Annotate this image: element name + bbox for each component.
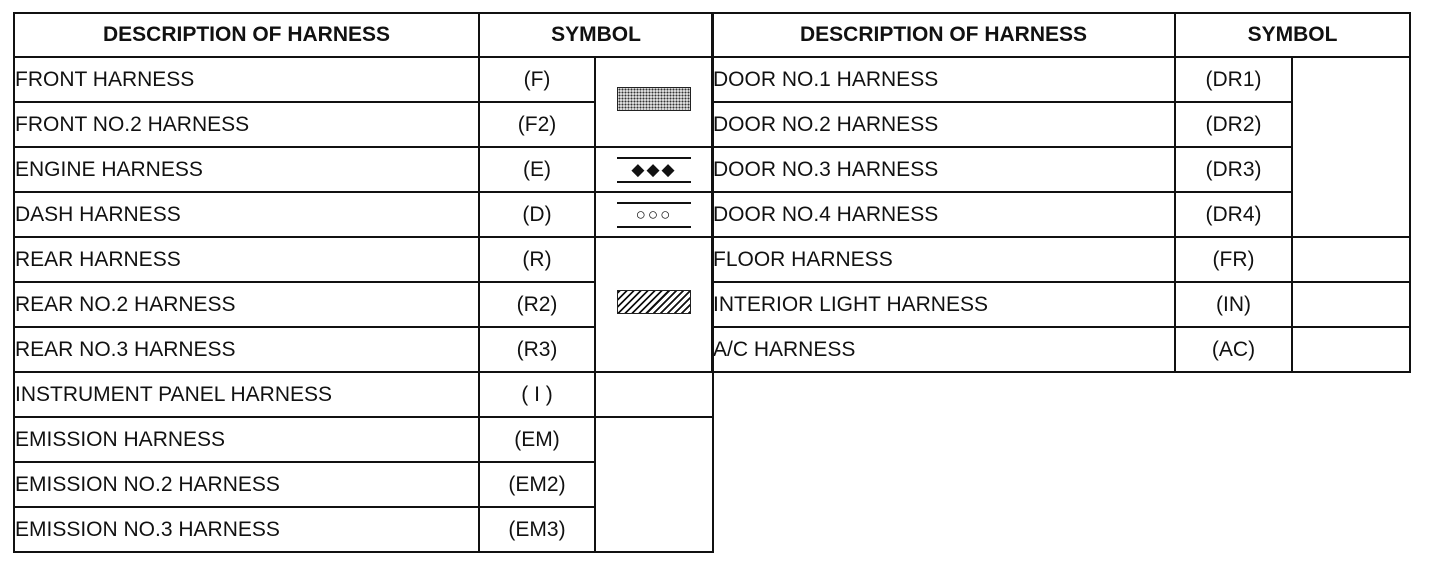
harness-code: ( I ) <box>479 372 595 417</box>
description-header: DESCRIPTION OF HARNESS <box>14 13 479 57</box>
harness-code: (DR2) <box>1175 102 1292 147</box>
harness-code: (EM2) <box>479 462 595 507</box>
header-row <box>14 13 713 57</box>
harness-description: EMISSION NO.3 HARNESS <box>14 507 479 552</box>
harness-description: A/C HARNESS <box>712 327 1175 372</box>
harness-description: EMISSION HARNESS <box>14 417 479 462</box>
hatch-icon <box>617 290 691 314</box>
description-header: DESCRIPTION OF HARNESS <box>712 13 1175 57</box>
right-harness-table <box>711 12 1411 373</box>
harness-description: FRONT HARNESS <box>14 57 479 102</box>
empty-symbol-cell <box>1292 237 1410 282</box>
rear-symbol-cell <box>595 237 713 372</box>
harness-description: FLOOR HARNESS <box>712 237 1175 282</box>
empty-symbol-cell <box>595 417 713 552</box>
harness-code: (EM3) <box>479 507 595 552</box>
symbol-header: SYMBOL <box>479 13 713 57</box>
harness-description: INTERIOR LIGHT HARNESS <box>712 282 1175 327</box>
harness-code: (R3) <box>479 327 595 372</box>
header-row <box>712 13 1410 57</box>
harness-code: (E) <box>479 147 595 192</box>
empty-symbol-cell <box>595 372 713 417</box>
table-row <box>14 147 713 192</box>
dash-symbol-cell <box>595 192 713 237</box>
empty-symbol-cell <box>1292 57 1410 237</box>
table-row <box>14 372 713 417</box>
harness-code: (F) <box>479 57 595 102</box>
harness-code: (DR1) <box>1175 57 1292 102</box>
empty-symbol-cell <box>1292 327 1410 372</box>
circle-line-icon: ○○○ <box>617 202 691 228</box>
table-row <box>712 282 1410 327</box>
symbol-header: SYMBOL <box>1175 13 1410 57</box>
harness-code: (DR3) <box>1175 147 1292 192</box>
harness-code: (D) <box>479 192 595 237</box>
table-row <box>14 417 713 462</box>
harness-description: ENGINE HARNESS <box>14 147 479 192</box>
harness-code: (R) <box>479 237 595 282</box>
table-row <box>712 237 1410 282</box>
harness-description: REAR HARNESS <box>14 237 479 282</box>
engine-symbol-cell <box>595 147 713 192</box>
harness-description: REAR NO.3 HARNESS <box>14 327 479 372</box>
harness-code: (R2) <box>479 282 595 327</box>
left-harness-table <box>13 12 714 553</box>
diamond-line-icon: ◆◆◆ <box>617 157 691 183</box>
table-row <box>712 57 1410 102</box>
harness-code: (DR4) <box>1175 192 1292 237</box>
harness-description: REAR NO.2 HARNESS <box>14 282 479 327</box>
harness-description: DASH HARNESS <box>14 192 479 237</box>
harness-description: DOOR NO.1 HARNESS <box>712 57 1175 102</box>
harness-description: EMISSION NO.2 HARNESS <box>14 462 479 507</box>
table-row <box>712 327 1410 372</box>
harness-description: DOOR NO.3 HARNESS <box>712 147 1175 192</box>
stipple-icon <box>617 87 691 111</box>
harness-code: (FR) <box>1175 237 1292 282</box>
harness-description: FRONT NO.2 HARNESS <box>14 102 479 147</box>
harness-code: (AC) <box>1175 327 1292 372</box>
front-symbol-cell <box>595 57 713 147</box>
harness-code: (F2) <box>479 102 595 147</box>
table-row <box>14 57 713 102</box>
harness-description: DOOR NO.2 HARNESS <box>712 102 1175 147</box>
harness-code: (IN) <box>1175 282 1292 327</box>
harness-code: (EM) <box>479 417 595 462</box>
table-row <box>14 237 713 282</box>
table-row <box>14 192 713 237</box>
empty-symbol-cell <box>1292 282 1410 327</box>
harness-description: INSTRUMENT PANEL HARNESS <box>14 372 479 417</box>
harness-description: DOOR NO.4 HARNESS <box>712 192 1175 237</box>
